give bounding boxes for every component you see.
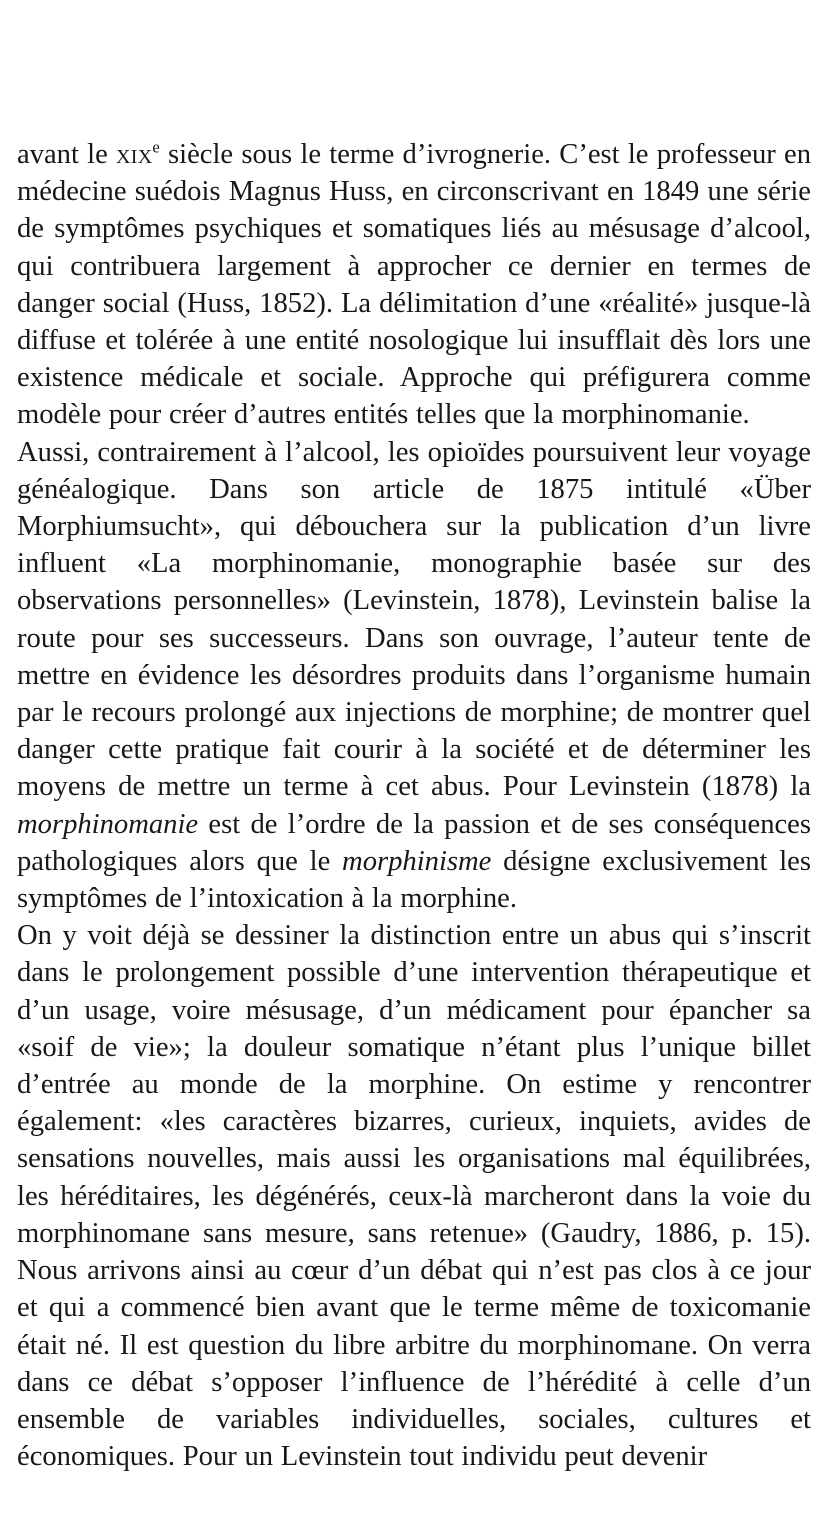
text-run: avant le: [17, 139, 117, 170]
body-paragraph: [17, 434, 811, 918]
body-paragraph: [17, 917, 811, 1475]
small-caps-numeral: xix: [116, 139, 153, 170]
text-run: Aussi, contrairement à l’alcool, les opioïdes poursuivent leur voyage généalogique. Dans son article de 1875 intitulé «Über Morphiumsucht», qui débouchera sur la publication d’un livre influent «La morphinomanie, monographie basée sur des observations personnelles» (Levinstein, 1878), Levinstein balise la route pour ses successeurs. Dans son ouvrage, l’auteur tente de mettre en évidence les désordres produits dans l’organisme humain par le recours prolongé aux injections de morphine; de montrer quel danger cette pratique fait courir à la société et de déterminer les moyens de mettre un terme à cet abus. Pour Levinstein (1878) la: [17, 436, 811, 803]
ordinal-superscript: e: [152, 137, 160, 157]
text-run: désigne exclusivement les symptômes de l’intoxication à la morphine.: [17, 845, 811, 915]
emphasised-term: morphinomanie: [17, 808, 199, 840]
body-paragraph: [17, 136, 811, 434]
emphasised-term: morphinisme: [342, 845, 492, 877]
text-run: siècle sous le terme d’ivrognerie. C’est le professeur en médecine suédois Magnus Huss, en circonscrivant en 1849 une série de symptômes psychiques et somatiques liés au mésusage d’alcool, qui contribuera largement à approcher ce dernier en termes de danger social (Huss, 1852). La délimitation d’une «réalité» jusque-là diffuse et tolérée à une entité nosologique lui insufflait dès lors une existence médicale et sociale. Approche qui préfigurera comme modèle pour créer d’autres entités telles que la morphinomanie.: [17, 139, 811, 431]
text-run: est de l’ordre de la passion et de ses conséquences pathologiques alors que le: [17, 808, 811, 877]
body-text-column: [17, 136, 811, 1475]
text-run: On y voit déjà se dessiner la distinction entre un abus qui s’inscrit dans le prolongement possible d’une intervention thérapeutique et d’un usage, voire mésusage, d’un médicament pour épancher sa «soif de vie»; la douleur somatique n’étant plus l’unique billet d’entrée au monde de la morphine. On estime y rencontrer également: «les caractères bizarres, curieux, inquiets, avides de sensations nouvelles, mais aussi les organisations mal équilibrées, les héréditaires, les dégénérés, ceux-là marcheront dans la voie du morphinomane sans mesure, sans retenue» (Gaudry, 1886, p. 15). Nous arrivons ainsi au cœur d’un débat qui n’est pas clos à ce jour et qui a commencé bien avant que le terme même de toxicomanie était né. Il est question du libre arbitre du morphinomane. On verra dans ce débat s’opposer l’influence de l’hérédité à celle d’un ensemble de variables individuelles, sociales, cultures et économiques. Pour un Levinstein tout individu peut devenir: [17, 920, 811, 1473]
